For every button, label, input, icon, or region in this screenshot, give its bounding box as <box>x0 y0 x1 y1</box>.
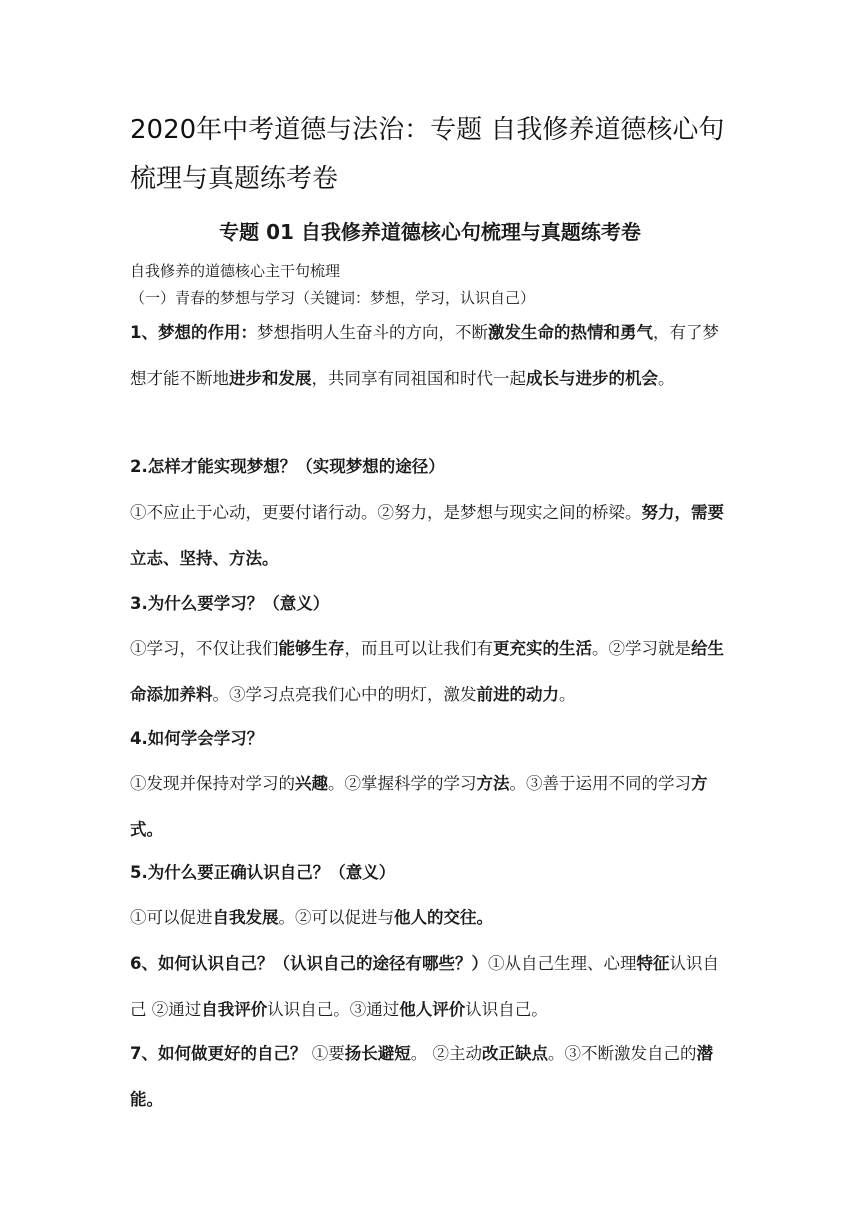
item-7-keyword: 潜能。 <box>130 1044 713 1109</box>
section-heading: 自我修养的道德核心主干句梳理 <box>130 262 341 280</box>
item-2-question: 2.怎样才能实现梦想？（实现梦想的途径） <box>130 457 445 476</box>
item-5-text: 。②可以促进与 <box>278 908 394 927</box>
item-1-keyword: 激发生命的热情和勇气 <box>487 323 653 342</box>
item-5-question: 5.为什么要正确认识自己？（意义） <box>130 863 396 882</box>
item-7-keyword: 改正缺点 <box>481 1044 548 1063</box>
item-1-text: 梦想指明人生奋斗的方向，不断 <box>256 323 488 342</box>
item-5-text: ①可以促进 <box>130 908 213 927</box>
item-5-keyword: 他人的交往。 <box>394 908 493 927</box>
item-7-question: 7、如何做更好的自己？ <box>130 1044 307 1063</box>
item-2-text: ①不应止于心动，更要付诸行动。②努力，是梦想与现实之间的桥梁。 <box>130 503 642 522</box>
item-6-paragraph <box>130 941 734 1033</box>
item-4-keyword: 方法 <box>476 774 510 793</box>
item-4-text: 。②掌握科学的学习 <box>328 774 477 793</box>
item-3-text: 。③学习点亮我们心中的明灯，激发 <box>212 685 477 704</box>
item-3-text: 。 <box>559 685 576 704</box>
item-6-text: 认识自己 ②通过 <box>130 954 719 1019</box>
item-1-keyword: 进步和发展 <box>229 369 312 388</box>
item-1-text: 。 <box>658 369 675 388</box>
item-1-paragraph <box>130 310 734 402</box>
item-1-lead: 1、梦想的作用： <box>130 323 257 342</box>
item-7-text: 。③不断激发自己的 <box>547 1044 697 1063</box>
item-1-text: ，有了梦想才能不断地 <box>130 323 719 388</box>
item-4-answer <box>130 761 734 853</box>
subsection-heading: （一）青春的梦想与学习（关键词：梦想，学习，认识自己） <box>130 289 536 307</box>
item-6-text: 认识自己。 <box>465 1000 548 1019</box>
item-3-text: 。②学习就是 <box>592 639 691 658</box>
item-6-question: 6、如何认识自己？（认识自己的途径有哪些？） <box>130 954 488 973</box>
item-5-keyword: 自我发展 <box>212 908 279 927</box>
item-7-keyword: 扬长避短 <box>344 1044 411 1063</box>
item-3-text: ，而且可以让我们有 <box>344 639 493 658</box>
item-7-text: ①要 <box>306 1044 345 1063</box>
item-6-keyword: 他人评价 <box>399 1000 466 1019</box>
subtitle-number: 01 <box>266 220 294 244</box>
item-3-keyword: 前进的动力 <box>476 685 559 704</box>
item-3-question: 3.为什么要学习？（意义） <box>130 594 330 613</box>
item-4-keyword: 兴趣 <box>295 774 328 793</box>
item-2-keyword: 努力，需要立志、坚持、方法。 <box>130 503 724 568</box>
item-6-text: ①从自己生理、心理 <box>487 954 637 973</box>
item-4-question: 4.如何学会学习？ <box>130 729 264 748</box>
subtitle-rest: 自我修养道德核心句梳理与真题练考卷 <box>300 220 641 244</box>
item-4-keyword: 方式。 <box>130 774 708 839</box>
document-title: 2020年中考道德与法治：专题 自我修养道德核心句梳理与真题练考卷 <box>130 115 725 194</box>
item-3-answer <box>130 626 734 718</box>
item-3-keyword: 给生命添加养料 <box>130 639 724 704</box>
document-subtitle <box>0 212 860 252</box>
item-2-answer <box>130 490 734 582</box>
item-4-text: 。③善于运用不同的学习 <box>509 774 691 793</box>
item-3-text: ①学习，不仅让我们 <box>130 639 279 658</box>
item-6-text: 认识自己。③通过 <box>267 1000 400 1019</box>
item-7-paragraph <box>130 1031 734 1123</box>
item-6-keyword: 特征 <box>636 954 670 973</box>
item-3-keyword: 更充实的生活 <box>493 639 592 658</box>
item-1-keyword: 成长与进步的机会 <box>526 369 658 388</box>
item-1-text: ，共同享有同祖国和时代一起 <box>311 369 526 388</box>
item-5-answer <box>130 895 734 941</box>
item-4-text: ①发现并保持对学习的 <box>130 774 295 793</box>
item-6-keyword: 自我评价 <box>201 1000 268 1019</box>
subtitle-prefix: 专题 <box>219 220 260 244</box>
item-3-keyword: 能够生存 <box>278 639 345 658</box>
item-7-text: 。 ②主动 <box>410 1044 482 1063</box>
